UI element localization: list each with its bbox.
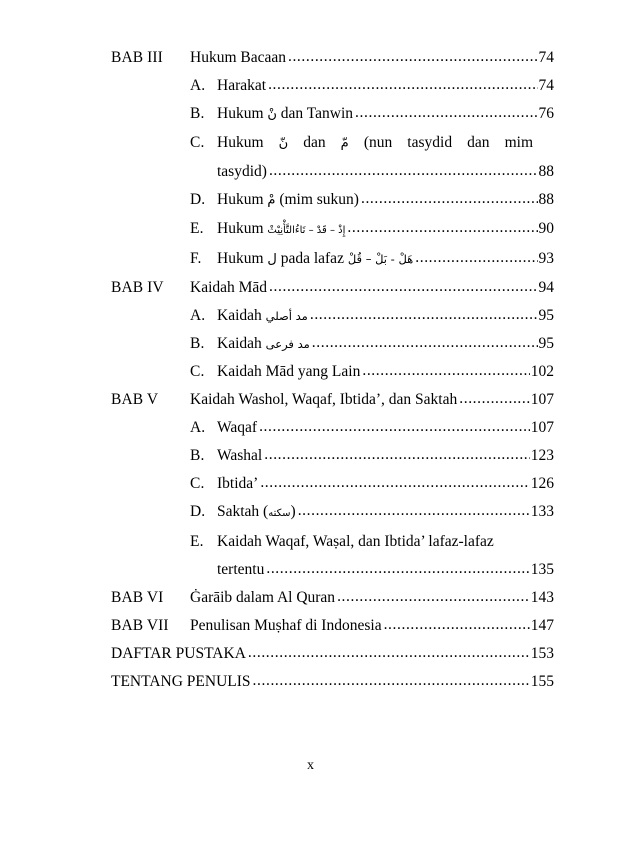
dot-leader — [337, 583, 530, 611]
entry-marker: D. — [190, 191, 206, 208]
entry-title: Kaidah Washol, Waqaf, Ibtida’, dan Saktah — [190, 391, 458, 408]
entry-title — [217, 186, 361, 215]
entry-marker: A. — [190, 77, 206, 94]
page-number: 74 — [538, 49, 554, 66]
entry-marker: B. — [190, 335, 205, 352]
entry-title-line2: tertentu — [217, 561, 265, 578]
toc-entry-bab-5-a[interactable] — [111, 414, 554, 442]
entry-title: Kaidah Waqaf, Waṣal, dan Ibtida’ lafaz-lafaz — [217, 533, 494, 550]
dot-leader — [384, 611, 530, 639]
page-number: 76 — [538, 105, 554, 122]
page-folio: x — [307, 758, 314, 773]
table-of-contents — [111, 44, 554, 696]
entry-marker: A. — [190, 307, 206, 324]
dot-leader — [355, 99, 537, 127]
page-number: 133 — [530, 503, 554, 520]
dot-leader — [269, 273, 537, 301]
page-number: 123 — [530, 447, 554, 464]
page-number: 155 — [530, 673, 554, 690]
toc-entry-bab-4-a[interactable] — [111, 302, 554, 330]
dot-leader — [260, 469, 529, 497]
entry-title-pre: Hukum — [217, 105, 264, 122]
dot-leader — [248, 639, 530, 667]
toc-entry-bab-3-b[interactable] — [111, 100, 554, 129]
entry-marker: E. — [190, 220, 204, 237]
dot-leader — [269, 157, 538, 185]
toc-entry-bab-4-b[interactable] — [111, 330, 554, 358]
entry-marker: A. — [190, 419, 206, 436]
dot-leader — [266, 555, 529, 583]
page-number: 74 — [538, 77, 554, 94]
chapter-label: BAB VI — [111, 589, 164, 606]
toc-entry-tentang-penulis[interactable] — [111, 668, 554, 696]
toc-entry-bab-5-d[interactable] — [111, 498, 554, 528]
toc-entry-bab-3-c[interactable] — [111, 129, 554, 186]
entry-title — [217, 100, 355, 129]
entry-title: Ġarāib dalam Al Quran — [190, 589, 336, 606]
entry-title: Hukum Bacaan — [190, 49, 286, 66]
entry-title-pre: Hukum — [217, 134, 264, 151]
dot-leader — [459, 385, 530, 413]
entry-title — [217, 215, 347, 245]
entry-title-post: (nun tasydid dan mim — [363, 134, 534, 151]
arabic-phrase: هَلْ - بَلْ – قُلْ — [347, 252, 414, 266]
entry-title-post: dan Tanwin — [280, 105, 354, 122]
entry-title-post: ) — [290, 503, 296, 520]
page-number: 126 — [530, 475, 554, 492]
arabic-glyph-mim-tasydid: مّ — [340, 136, 349, 151]
toc-entry-bab-6[interactable] — [111, 584, 554, 612]
entry-marker: B. — [190, 447, 205, 464]
entry-title-pre: Kaidah — [217, 307, 262, 324]
entry-marker: F. — [190, 250, 202, 267]
page-number: 88 — [538, 191, 554, 208]
entry-title-mid: pada lafaz — [280, 250, 344, 267]
entry-title — [217, 330, 312, 358]
entry-title: Harakat — [217, 77, 267, 94]
entry-title — [217, 302, 310, 330]
entry-title — [217, 245, 415, 274]
entry-title: DAFTAR PUSTAKA — [111, 645, 246, 662]
toc-entry-bab-3-a[interactable] — [111, 72, 554, 100]
page-number: 102 — [530, 363, 554, 380]
dot-leader — [415, 244, 537, 272]
page-number: 93 — [538, 250, 554, 267]
entry-title-line2: tasydid) — [217, 163, 267, 180]
toc-entry-bab-4[interactable] — [111, 274, 554, 302]
dot-leader — [268, 71, 537, 99]
entry-marker: D. — [190, 503, 206, 520]
arabic-glyph-nun-tasydid: نّ — [278, 136, 289, 151]
dot-leader — [361, 185, 538, 213]
chapter-label: BAB III — [111, 49, 163, 66]
dot-leader — [264, 441, 530, 469]
toc-entry-bab-5[interactable] — [111, 386, 554, 414]
entry-title: Penulisan Muṣhaf di Indonesia — [190, 617, 382, 634]
entry-title — [217, 498, 298, 528]
toc-entry-bab-5-e[interactable] — [111, 528, 554, 584]
entry-title: Kaidah Mād yang Lain — [217, 363, 361, 380]
arabic-glyph-mim-sukun: مْ — [267, 193, 276, 208]
entry-title: Ibtida’ — [217, 475, 259, 492]
toc-entry-daftar-pustaka[interactable] — [111, 640, 554, 668]
dot-leader — [259, 413, 530, 441]
entry-marker: B. — [190, 105, 205, 122]
entry-title — [217, 129, 533, 158]
arabic-glyph-lam: ل — [267, 252, 277, 267]
page-number: 90 — [538, 220, 554, 237]
page-number: 94 — [538, 279, 554, 296]
arabic-phrase: مد فرعى — [265, 337, 310, 351]
entry-title: Kaidah Mād — [190, 279, 268, 296]
toc-entry-bab-3-e[interactable] — [111, 215, 554, 245]
arabic-phrase: إِذْ – قَدْ – تَاءُالتَّأْنِيْثْ — [267, 225, 346, 236]
chapter-label: BAB IV — [111, 279, 164, 296]
toc-entry-bab-4-c[interactable] — [111, 358, 554, 386]
entry-title-pre: Hukum — [217, 191, 264, 208]
entry-marker: C. — [190, 475, 205, 492]
entry-title: TENTANG PENULIS — [111, 673, 251, 690]
page-number: 147 — [530, 617, 554, 634]
entry-marker: E. — [190, 533, 204, 550]
entry-title-pre: Hukum — [217, 250, 264, 267]
page-number: 143 — [530, 589, 554, 606]
dot-leader — [253, 667, 530, 695]
entry-title-pre: Hukum — [217, 220, 264, 237]
chapter-label: BAB V — [111, 391, 159, 408]
arabic-glyph: نْ — [267, 107, 277, 122]
entry-title-mid: dan — [303, 134, 326, 151]
page-number: 88 — [538, 163, 554, 180]
dot-leader — [362, 357, 529, 385]
toc-entry-bab-7[interactable] — [111, 612, 554, 640]
entry-title-pre: Saktah ( — [217, 503, 269, 520]
arabic-phrase: مد أصلي — [265, 309, 308, 323]
toc-entry-bab-5-b[interactable] — [111, 442, 554, 470]
entry-title: Washal — [217, 447, 263, 464]
entry-marker: C. — [190, 134, 205, 151]
dot-leader — [288, 43, 538, 71]
toc-entry-bab-5-c[interactable] — [111, 470, 554, 498]
toc-entry-bab-3[interactable] — [111, 44, 554, 72]
page-number: 107 — [530, 419, 554, 436]
entry-title: Waqaf — [217, 419, 258, 436]
dot-leader — [312, 329, 538, 357]
chapter-label: BAB VII — [111, 617, 169, 634]
toc-entry-bab-3-f[interactable] — [111, 245, 554, 274]
entry-marker: C. — [190, 363, 205, 380]
dot-leader — [310, 301, 538, 329]
toc-entry-bab-3-d[interactable] — [111, 186, 554, 215]
dot-leader — [347, 214, 537, 242]
page-number: 95 — [538, 307, 554, 324]
page-number: 95 — [538, 335, 554, 352]
page-number: 107 — [530, 391, 554, 408]
page-number: 135 — [530, 561, 554, 578]
entry-title-pre: Kaidah — [217, 335, 262, 352]
entry-title-post: (mim sukun) — [279, 191, 359, 208]
page-number: 153 — [530, 645, 554, 662]
dot-leader — [298, 497, 530, 525]
arabic-phrase: سكته — [268, 508, 291, 519]
